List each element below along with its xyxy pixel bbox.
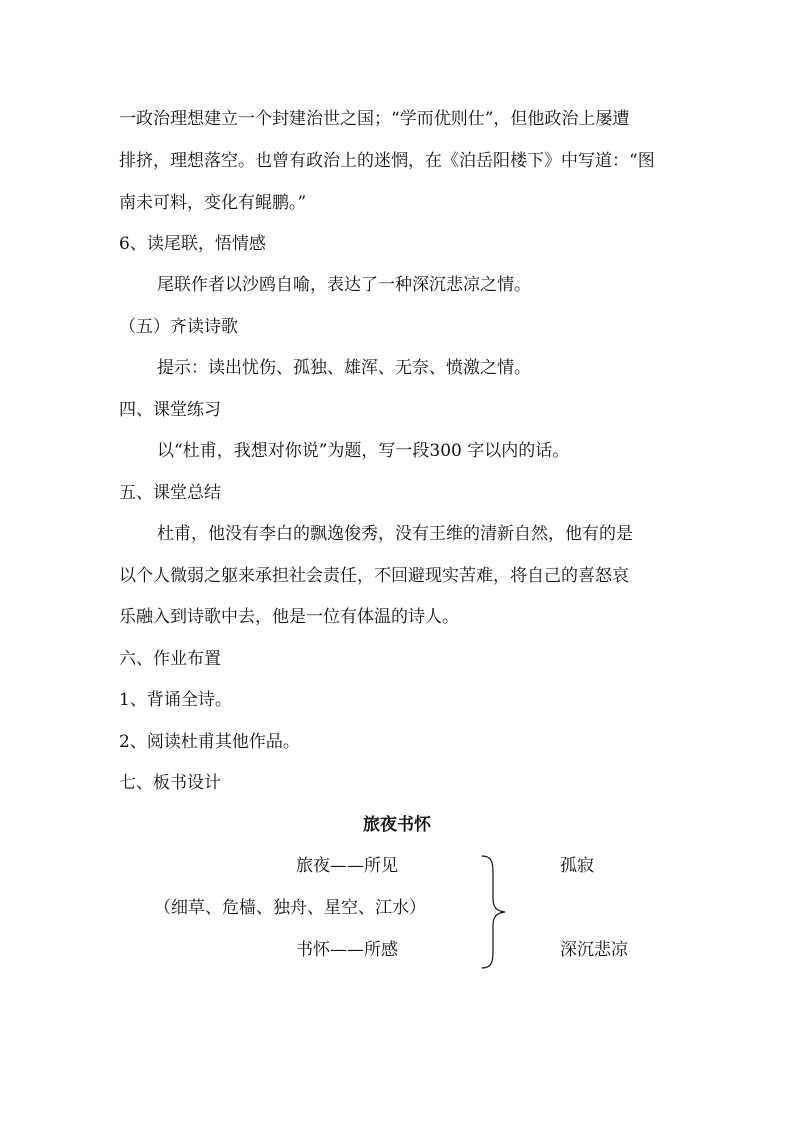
summary-line-2: 以个人微弱之躯来承担社会责任，不回避现实苦难，将自己的喜怒哀	[119, 566, 629, 586]
section-heading-7: 七、板书设计	[119, 773, 221, 793]
homework-item-1: 1、背诵全诗。	[119, 690, 232, 710]
board-right-bottom: 深沉悲凉	[560, 940, 628, 960]
board-left-bottom: 书怀——所感	[296, 940, 398, 960]
section-text-5: 提示：读出忧伤、孤独、雄浑、无奈、愤激之情。	[157, 358, 531, 378]
section-heading-6: 6、读尾联，悟情感	[119, 234, 266, 254]
board-title: 旅夜书怀	[363, 815, 431, 835]
paragraph-line-1: 一政治理想建立一个封建治世之国；“学而优则仕”，但他政治上屡遭	[119, 109, 630, 129]
section-heading-5: （五）齐读诗歌	[119, 317, 238, 337]
section-text-6: 尾联作者以沙鸥自喻，表达了一种深沉悲凉之情。	[157, 275, 531, 295]
section-heading-6-homework: 六、作业布置	[119, 649, 221, 669]
summary-line-1: 杜甫，他没有李白的飘逸俊秀，没有王维的清新自然，他有的是	[157, 524, 633, 544]
board-left-middle: （细草、危樯、独舟、星空、江水）	[154, 898, 426, 918]
homework-item-2: 2、阅读杜甫其他作品。	[119, 732, 300, 752]
section-heading-4: 四、课堂练习	[119, 400, 221, 420]
paragraph-line-2: 排挤，理想落空。也曾有政治上的迷惘，在《泊岳阳楼下》中写道：“图	[119, 151, 655, 171]
curly-brace	[478, 852, 510, 972]
section-heading-5-summary: 五、课堂总结	[119, 483, 221, 503]
paragraph-line-3: 南未可料，变化有鲲鹏。”	[119, 193, 307, 213]
board-left-top: 旅夜——所见	[296, 856, 398, 876]
summary-line-3: 乐融入到诗歌中去，他是一位有体温的诗人。	[119, 607, 459, 627]
section-text-4: 以“杜甫，我想对你说”为题，写一段300 字以内的话。	[157, 441, 570, 461]
board-right-top: 孤寂	[560, 856, 594, 876]
